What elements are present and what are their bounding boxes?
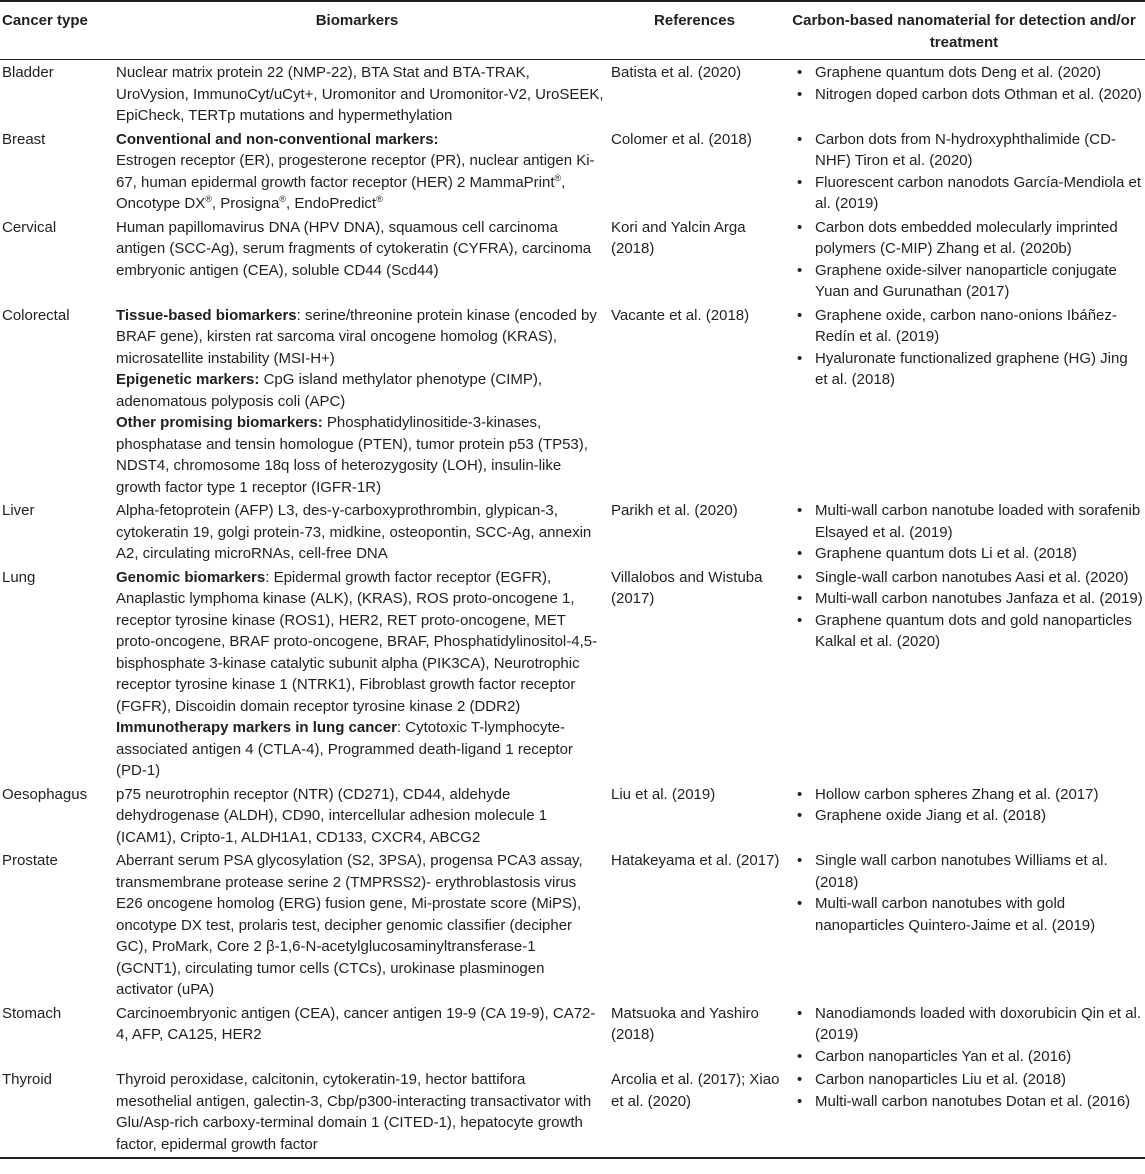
biomarker-group-heading: Conventional and non-conventional markers: xyxy=(116,130,439,148)
nanomaterial-cell xyxy=(783,1001,1145,1068)
reference-cell: Colomer et al. (2018) xyxy=(611,130,752,148)
biomarkers-cell xyxy=(108,498,606,565)
biomarker-group-heading: Genomic biomarkers xyxy=(116,568,266,586)
biomarker-group-text: Carcinoembryonic antigen (CEA), cancer antigen 19-9 (CA 19-9), CA72-4, AFP, CA125, HER2 xyxy=(116,1004,596,1043)
biomarker-group xyxy=(116,784,604,849)
table-row xyxy=(0,782,1145,849)
nanomaterial-cell xyxy=(783,60,1145,127)
nanomaterial-list xyxy=(785,784,1143,827)
nanomaterial-item: • Multi-wall carbon nanotube loaded with sorafenib Elsayed et al. (2019) xyxy=(785,500,1143,543)
nanomaterial-cell xyxy=(783,782,1145,849)
biomarker-group-text: : Cytotoxic T-lymphocyte-associated antigen 4 (CTLA-4), Programmed death-ligand 1 receptor (PD-1) xyxy=(116,719,573,779)
biomarker-group-text: CpG island methylator phenotype (CIMP), adenomatous polyposis coli (APC) xyxy=(116,371,543,410)
nanomaterial-cell xyxy=(783,565,1145,782)
reference-cell: Vacante et al. (2018) xyxy=(611,306,750,324)
reference-cell: Hatakeyama et al. (2017) xyxy=(611,852,780,869)
nanomaterial-cell xyxy=(783,498,1145,565)
biomarker-group xyxy=(116,500,604,565)
nanomaterial-item: • Graphene oxide Jiang et al. (2018) xyxy=(785,805,1143,827)
cancer-type-cell: Oesophagus xyxy=(2,785,88,803)
biomarker-group-heading: Immunotherapy markers in lung cancer xyxy=(116,719,397,736)
nanomaterial-item: • Carbon nanoparticles Yan et al. (2016) xyxy=(785,1046,1143,1068)
reference-cell: Villalobos and Wistuba (2017) xyxy=(611,568,763,607)
nanomaterial-item: • Single-wall carbon nanotubes Aasi et al. (2020) xyxy=(785,567,1143,589)
nanomaterial-cell xyxy=(783,1067,1145,1158)
table-row xyxy=(0,127,1145,215)
biomarker-group-text: Phosphatidylinositide-3-kinases, phosphatase and tensin homologue (PTEN), tumor protein p53 (TP53), NDST4, chromosome 18q loss of heterozygosity (LOH), insulin-like growth factor type 1 receptor (IGFR-1R) xyxy=(116,414,588,496)
cancer-type-cell: Stomach xyxy=(2,1004,62,1022)
cancer-type-cell: Breast xyxy=(2,130,46,148)
nanomaterial-list xyxy=(785,129,1143,215)
cancer-type-cell: Prostate xyxy=(2,852,58,869)
nanomaterial-list xyxy=(785,1069,1143,1112)
biomarkers-cell xyxy=(108,1067,606,1158)
table-row xyxy=(0,1067,1145,1158)
table-body xyxy=(0,60,1145,1159)
table-header xyxy=(0,1,1145,60)
biomarker-group xyxy=(116,850,604,1001)
cancer-type-cell: Liver xyxy=(2,502,35,519)
header-cancer-type: Cancer type xyxy=(0,1,108,60)
biomarker-group-heading: Tissue-based biomarkers xyxy=(116,306,297,324)
biomarker-group xyxy=(116,567,604,718)
nanomaterial-item: • Hollow carbon spheres Zhang et al. (2017) xyxy=(785,784,1143,806)
biomarkers-cell xyxy=(108,848,606,1001)
biomarker-group xyxy=(116,1003,604,1046)
nanomaterial-list xyxy=(785,1003,1143,1068)
nanomaterial-item: • Graphene oxide-silver nanoparticle conjugate Yuan and Gurunathan (2017) xyxy=(785,260,1143,303)
cancer-type-cell: Colorectal xyxy=(2,306,70,324)
reference-cell: Kori and Yalcin Arga (2018) xyxy=(611,218,746,257)
nanomaterial-item: • Carbon dots from N-hydroxyphthalimide (CD-NHF) Tiron et al. (2020) xyxy=(785,129,1143,172)
reference-cell: Parikh et al. (2020) xyxy=(611,502,738,519)
biomarker-group-text: Aberrant serum PSA glycosylation (S2, 3PSA), progensa PCA3 assay, transmembrane protease serine 2 (TMPRSS2)- erythroblastosis virus E26 oncogene homolog (ERG) fusion gene, Mi-prostate score (MiPS), oncotype DX test, prolaris test, decipher genomic classifier (decipher GC), ProMark, Core 2 β-1,6-N-acetylglucosaminyltransferase-1 (GCNT1), circulating tumor cells (CTCs), urokinase plasminogen activator (uPA) xyxy=(116,852,583,998)
biomarker-group-text: Human papillomavirus DNA (HPV DNA), squamous cell carcinoma antigen (SCC-Ag), serum fragments of cytokeratin (CYFRA), carcinoma embryonic antigen (CEA), soluble CD44 (Scd44) xyxy=(116,218,592,279)
biomarker-group xyxy=(116,217,604,282)
biomarker-group-text: p75 neurotrophin receptor (NTR) (CD271), CD44, aldehyde dehydrogenase (ALDH), CD90, intercellular adhesion molecule 1 (ICAM1), Cripto-1, ALDH1A1, CD133, CXCR4, ABCG2 xyxy=(116,785,548,846)
nanomaterial-list xyxy=(785,62,1143,105)
biomarkers-cell xyxy=(108,303,606,499)
nanomaterial-item: • Graphene quantum dots Deng et al. (2020) xyxy=(785,62,1143,84)
biomarker-group xyxy=(116,1069,604,1155)
nanomaterial-cell xyxy=(783,215,1145,303)
cancer-type-cell: Bladder xyxy=(2,64,54,81)
header-references: References xyxy=(606,1,783,60)
biomarker-group-text: : Epidermal growth factor receptor (EGFR), Anaplastic lymphoma kinase (ALK), (KRAS), ROS proto-oncogene 1, receptor tyrosine kinase (ROS1), HER2, RET proto-oncogene, MET proto-oncogene, BRAF proto-oncogene, BRAF, Phosphatidylinositol-4,5-bisphosphate 3-kinase catalytic subunit alpha (PIK3CA), Neurotrophic receptor tyrosine kinase 1 (NTRK1), Fibroblast growth factor receptor (FGFR), Discoidin domain receptor tyrosine kinase 2 (DDR2) xyxy=(116,568,598,715)
biomarkers-cell xyxy=(108,215,606,303)
table-row xyxy=(0,303,1145,499)
nanomaterial-cell xyxy=(783,303,1145,499)
biomarker-group xyxy=(116,412,604,498)
header-nanomaterial: Carbon-based nanomaterial for detection and/or treatment xyxy=(783,1,1145,60)
table-row xyxy=(0,848,1145,1001)
nanomaterial-item: • Carbon dots embedded molecularly imprinted polymers (C-MIP) Zhang et al. (2020b) xyxy=(785,217,1143,260)
cancer-type-cell: Cervical xyxy=(2,218,57,236)
biomarker-group-text: Nuclear matrix protein 22 (NMP-22), BTA Stat and BTA-TRAK, UroVysion, ImmunoCyt/uCyt+, Uromonitor and Uromonitor-V2, UroSEEK, EpiCheck, TERTp mutations and hypermethylation xyxy=(116,64,604,124)
biomarkers-cell xyxy=(108,565,606,782)
biomarker-group-text: Alpha-fetoprotein (AFP) L3, des-γ-carboxyprothrombin, glypican-3, cytokeratin 19, golgi protein-73, midkine, osteopontin, SCC-Ag, annexin A2, circulating microRNAs, cell-free DNA xyxy=(116,502,592,562)
nanomaterial-cell xyxy=(783,848,1145,1001)
nanomaterial-item: • Carbon nanoparticles Liu et al. (2018) xyxy=(785,1069,1143,1091)
table-row xyxy=(0,60,1145,127)
nanomaterial-item: • Nanodiamonds loaded with doxorubicin Qin et al. (2019) xyxy=(785,1003,1143,1046)
nanomaterial-item: • Hyaluronate functionalized graphene (HG) Jing et al. (2018) xyxy=(785,348,1143,391)
biomarker-group-text: : serine/threonine protein kinase (encoded by BRAF gene), kirsten rat sarcoma viral oncogene homolog (KRAS), microsatellite instability (MSI-H+) xyxy=(116,306,597,367)
nanomaterial-cell xyxy=(783,127,1145,215)
biomarker-group xyxy=(116,62,604,127)
biomarker-group-heading: Other promising biomarkers: xyxy=(116,414,323,431)
biomarker-group xyxy=(116,150,604,215)
nanomaterial-list xyxy=(785,500,1143,565)
nanomaterial-item: • Multi-wall carbon nanotubes Janfaza et al. (2019) xyxy=(785,588,1143,610)
biomarkers-cell xyxy=(108,127,606,215)
cancer-type-cell: Lung xyxy=(2,568,36,586)
reference-cell: Arcolia et al. (2017); Xiao et al. (2020) xyxy=(606,1067,783,1158)
nanomaterial-item: • Single wall carbon nanotubes Williams et al. (2018) xyxy=(785,850,1143,893)
nanomaterial-list xyxy=(785,567,1143,653)
biomarker-group xyxy=(116,305,604,370)
table-row xyxy=(0,1001,1145,1068)
nanomaterial-item: • Multi-wall carbon nanotubes with gold nanoparticles Quintero-Jaime et al. (2019) xyxy=(785,893,1143,936)
biomarker-group-text: Thyroid peroxidase, calcitonin, cytokeratin-19, hector battifora mesothelial antigen, galectin-3, Cbp/p300-interacting transactivator with Glu/Asp-rich carboxy-terminal domain 1 (CITED-1), hepatocyte growth factor, epidermal growth factor xyxy=(116,1071,592,1153)
nanomaterial-list xyxy=(785,217,1143,303)
table-row xyxy=(0,565,1145,782)
biomarker-group xyxy=(116,717,604,782)
table-row xyxy=(0,498,1145,565)
biomarker-group xyxy=(116,129,604,151)
reference-cell: Batista et al. (2020) xyxy=(611,64,742,81)
biomarker-group-text: Estrogen receptor (ER), progesterone receptor (PR), nuclear antigen Ki-67, human epidermal growth factor receptor (HER) 2 MammaPrint®, Oncotype DX®, Prosigna®, EndoPredict® xyxy=(116,152,595,212)
nanomaterial-item: • Graphene quantum dots Li et al. (2018) xyxy=(785,543,1143,565)
biomarkers-cell xyxy=(108,1001,606,1068)
reference-cell: Liu et al. (2019) xyxy=(611,785,716,803)
nanomaterial-list xyxy=(785,305,1143,391)
nanomaterial-item: • Fluorescent carbon nanodots García-Mendiola et al. (2019) xyxy=(785,172,1143,215)
nanomaterial-item: • Graphene quantum dots and gold nanoparticles Kalkal et al. (2020) xyxy=(785,610,1143,653)
nanomaterial-item: • Multi-wall carbon nanotubes Dotan et al. (2016) xyxy=(785,1091,1143,1113)
nanomaterial-item: • Graphene oxide, carbon nano-onions Ibáñez-Redín et al. (2019) xyxy=(785,305,1143,348)
biomarker-group-heading: Epigenetic markers: xyxy=(116,371,260,388)
biomarkers-cell xyxy=(108,60,606,127)
cancer-type-cell: Thyroid xyxy=(0,1067,108,1158)
reference-cell: Matsuoka and Yashiro (2018) xyxy=(611,1004,759,1043)
biomarkers-cell xyxy=(108,782,606,849)
biomarker-group xyxy=(116,369,604,412)
nanomaterial-item: • Nitrogen doped carbon dots Othman et al. (2020) xyxy=(785,84,1143,106)
table-row xyxy=(0,215,1145,303)
nanomaterial-list xyxy=(785,850,1143,936)
header-biomarkers: Biomarkers xyxy=(108,1,606,60)
